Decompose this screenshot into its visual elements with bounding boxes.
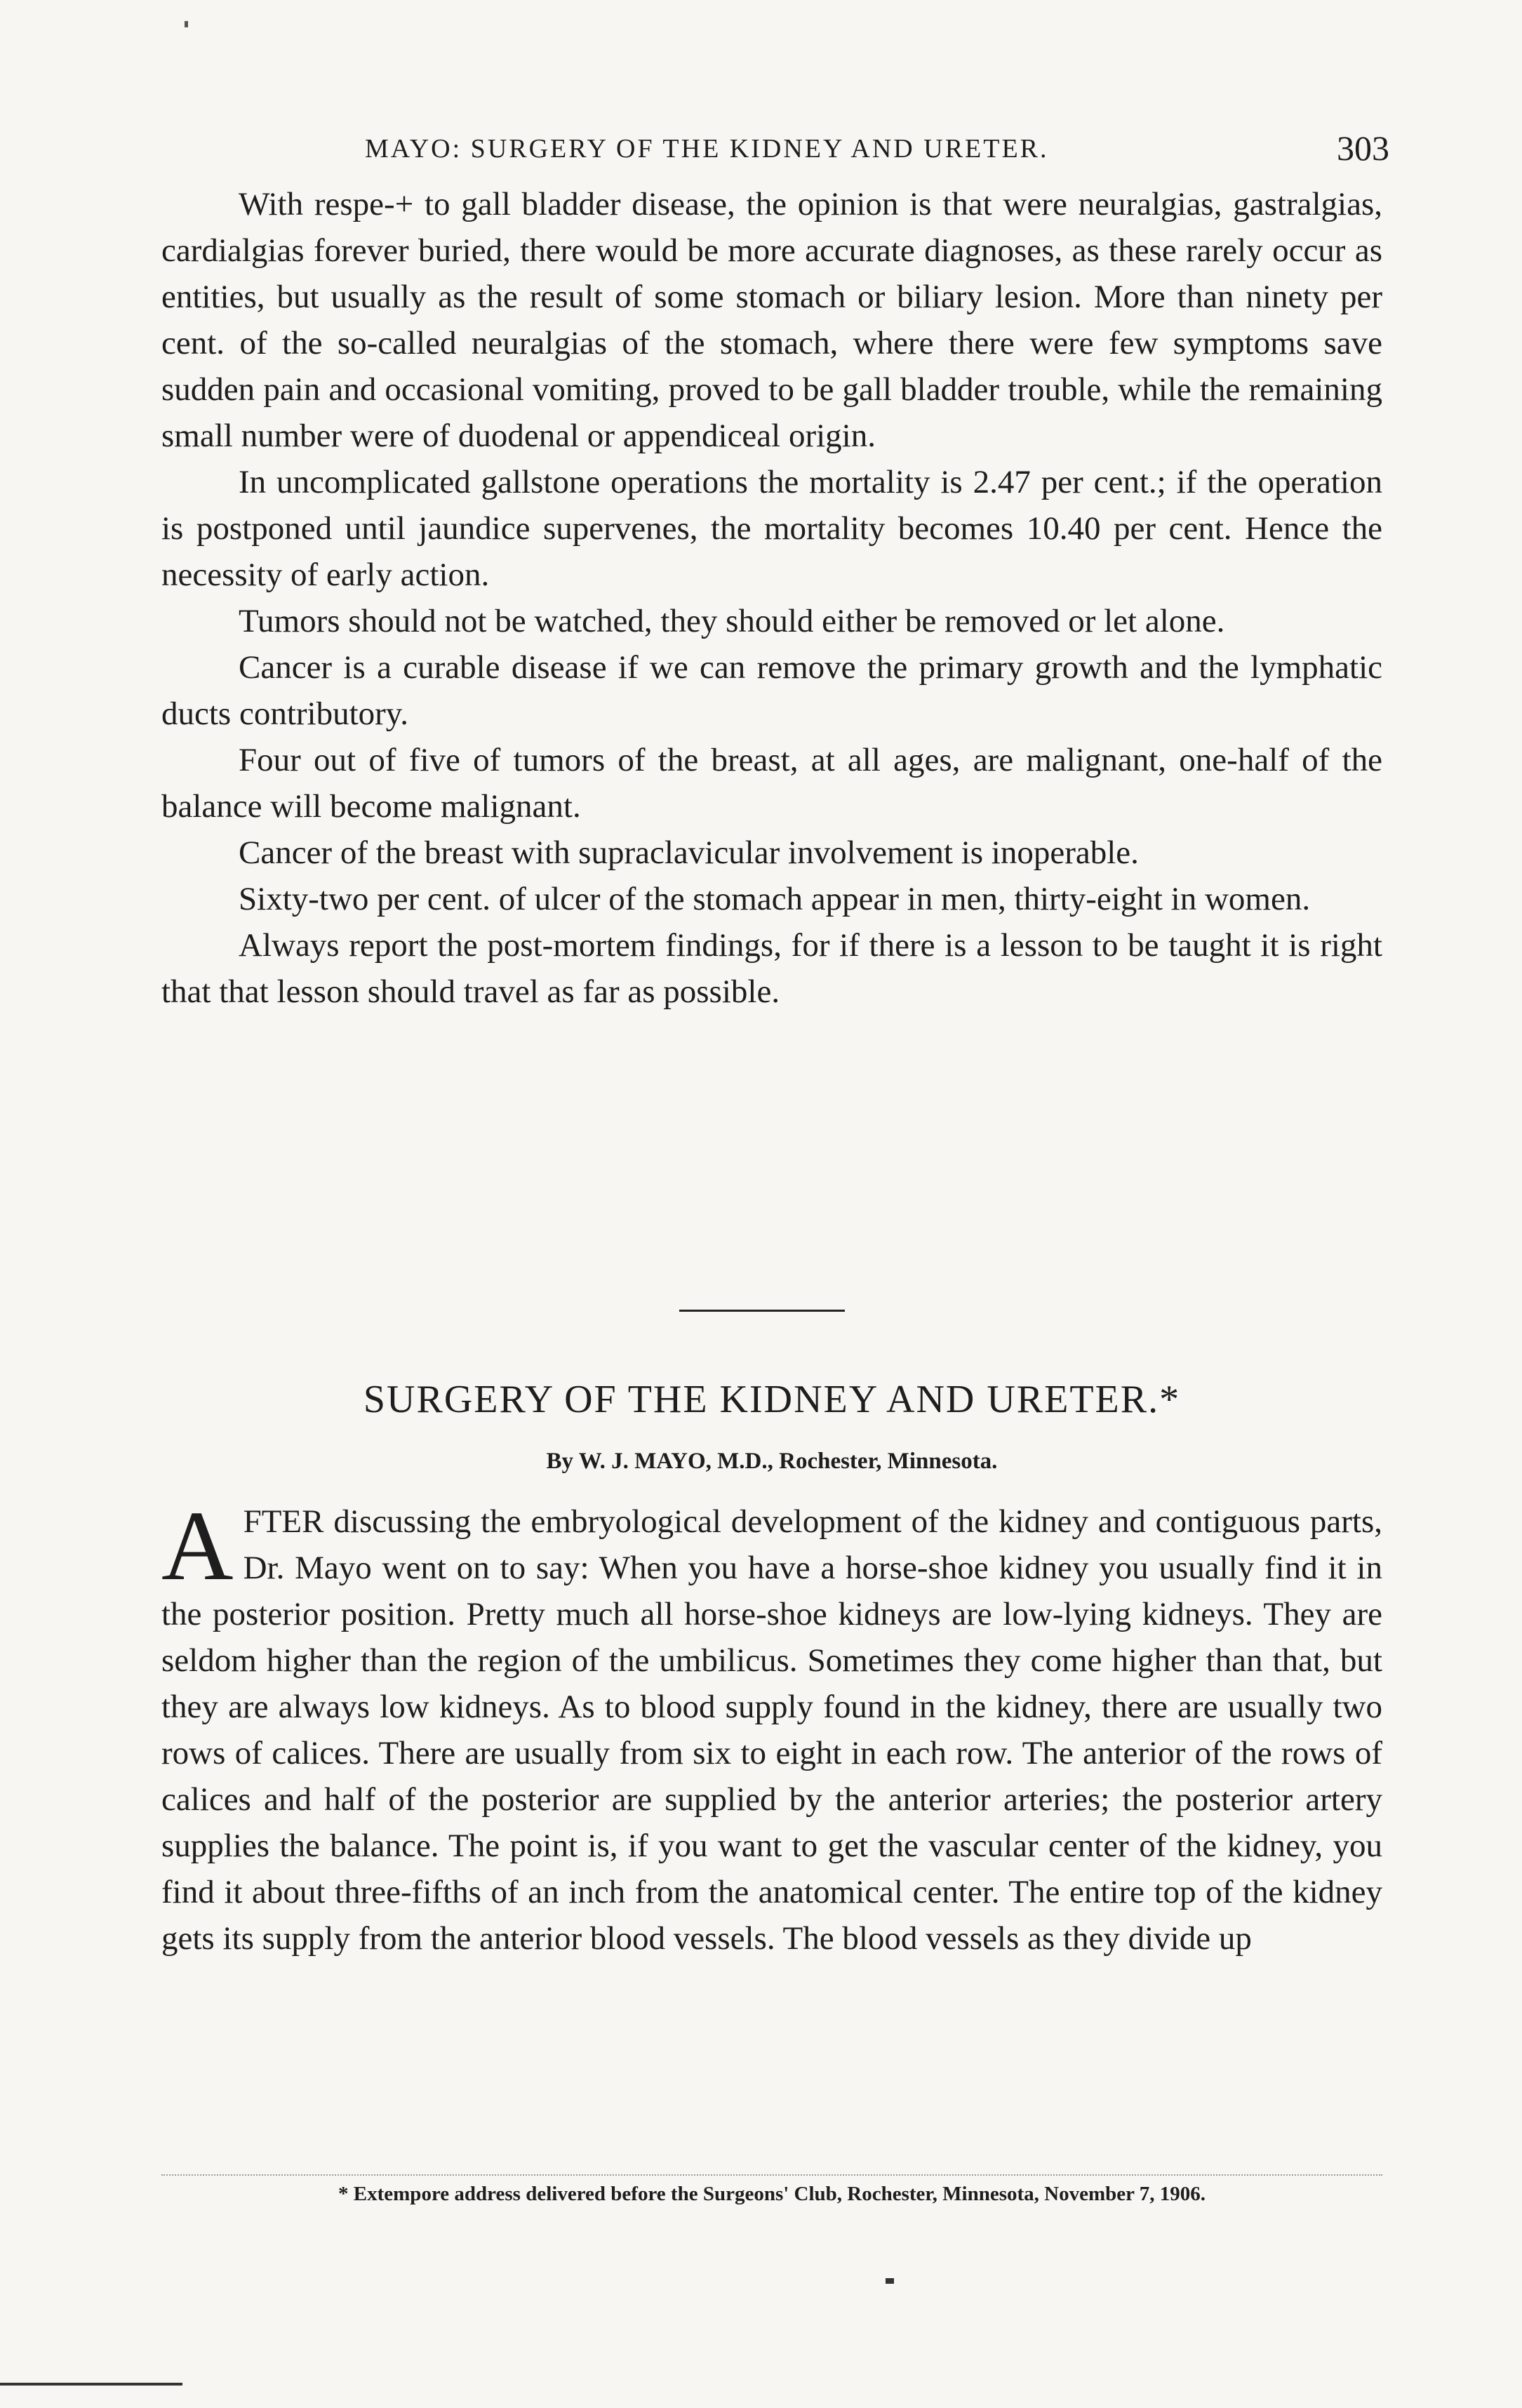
- article-title: SURGERY OF THE KIDNEY AND URETER.*: [363, 1378, 1181, 1421]
- footnote: * Extempore address delivered before the Surgeons' Club, Rochester, Minnesota, November 7, 1906.: [338, 2183, 1206, 2205]
- page-header: [365, 128, 1389, 175]
- previous-article-conclusions: [161, 181, 1382, 1015]
- article-byline: By W. J. MAYO, M.D., Rochester, Minnesota.: [546, 1449, 998, 1474]
- article-body: [161, 1490, 1382, 1962]
- paragraph: Tumors should not be watched, they should either be removed or let alone.: [239, 603, 1225, 639]
- paragraph: Always report the post-mortem findings, for if there is a lesson to be taught it is right that that lesson should travel as far as possible.: [161, 927, 1382, 1010]
- paragraph: With respe-+ to gall bladder disease, the opinion is that were neuralgias, gastralgias, cardialgias forever buried, there would be more accurate diagnoses, as these rarely occur as entities, but usually as the result of some stomach or biliary lesion. More than ninety per cent. of the so-called neuralgias of the stomach, where there were few symptoms save sudden pain and occasional vomiting, proved to be gall bladder trouble, while the remaining small number were of duodenal or appendiceal origin.: [161, 186, 1382, 454]
- scan-edge-mark: [0, 2383, 182, 2386]
- section-divider: [679, 1310, 845, 1312]
- scan-mark: [886, 2278, 894, 2284]
- paragraph: Cancer is a curable disease if we can remove the primary growth and the lymphatic ducts contributory.: [161, 649, 1382, 732]
- paragraph: Sixty-two per cent. of ulcer of the stomach appear in men, thirty-eight in women.: [239, 881, 1311, 917]
- article-body-text: FTER discussing the embryological development of the kidney and contiguous parts, Dr. Mayo went on to say: When you have a horse-shoe kidney you usually find it in the posterior position. Pretty much all horse-shoe kidneys are low-lying kidneys. They are seldom higher than the region of the umbilicus. Sometimes they come higher than that, but they are always low kidneys. As to blood supply found in the kidney, there are usually two rows of calices. There are usually from six to eight in each row. The anterior of the rows of calices and half of the posterior are supplied by the anterior arteries; the posterior artery supplies the balance. The point is, if you want to get the vascular center of the kidney, you find it about three-fifths of an inch from the anatomical center. The entire top of the kidney gets its supply from the anterior blood vessels. The blood vessels as they divide up: [161, 1503, 1382, 1957]
- drop-cap: A: [161, 1490, 234, 1601]
- paragraph: Cancer of the breast with supraclavicular involvement is inoperable.: [239, 834, 1139, 871]
- article-paragraph: [161, 1490, 1382, 1962]
- running-head: MAYO: SURGERY OF THE KIDNEY AND URETER.: [365, 134, 1049, 164]
- footnote-rule: [161, 2174, 1382, 2176]
- page-number: 303: [1337, 128, 1389, 168]
- paragraph: In uncomplicated gallstone operations the mortality is 2.47 per cent.; if the operation is postponed until jaundice supervenes, the mortality becomes 10.40 per cent. Hence the necessity of early action.: [161, 464, 1382, 593]
- paragraph: Four out of five of tumors of the breast, at all ages, are malignant, one-half of the balance will become malignant.: [161, 742, 1382, 825]
- scan-speck: [185, 21, 188, 27]
